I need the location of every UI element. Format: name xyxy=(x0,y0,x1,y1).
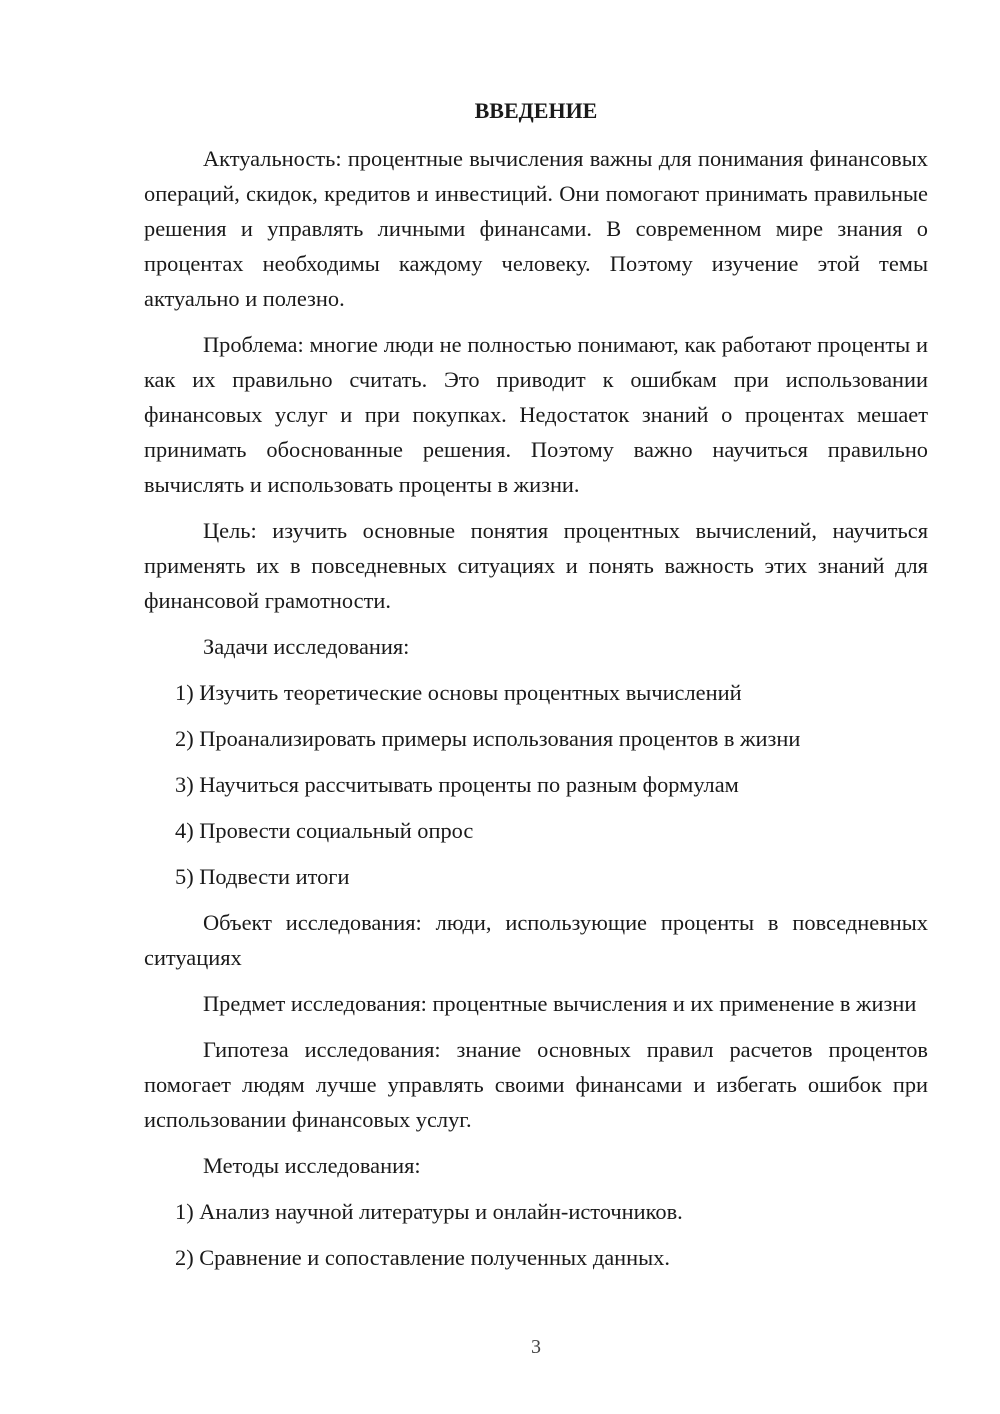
page-title: ВВЕДЕНИЕ xyxy=(474,98,598,123)
list-item: 1) Изучить теоретические основы процентных вычислений xyxy=(175,680,742,705)
tasks-list xyxy=(144,675,928,894)
tasks-heading: Задачи исследования: xyxy=(203,634,410,659)
problem-paragraph: Проблема: многие люди не полностью понимают, как работают проценты и как их правильно считать. Это приводит к ошибкам при использовании финансовых услуг и при покупках. Недостаток знаний о процентах мешает принимать обоснованные решения. Поэтому важно научиться правильно вычислять и использовать проценты в жизни. xyxy=(144,332,928,497)
document-page xyxy=(144,0,928,1414)
page-number: 3 xyxy=(531,1336,541,1358)
goal-paragraph: Цель: изучить основные понятия процентных вычислений, научиться применять их в повседневных ситуациях и понять важность этих знаний для финансовой грамотности. xyxy=(144,518,928,613)
list-item: 4) Провести социальный опрос xyxy=(175,818,474,843)
methods-heading: Методы исследования: xyxy=(203,1153,421,1178)
list-item: 5) Подвести итоги xyxy=(175,864,350,889)
list-item: 3) Научиться рассчитывать проценты по разным формулам xyxy=(175,772,739,797)
list-item: 1) Анализ научной литературы и онлайн-источников. xyxy=(175,1199,683,1224)
methods-list xyxy=(144,1194,928,1275)
relevance-paragraph: Актуальность: процентные вычисления важны для понимания финансовых операций, скидок, кредитов и инвестиций. Они помогают принимать правильные решения и управлять личными финансами. В современном мире знания о процентах необходимы каждому человеку. Поэтому изучение этой темы актуально и полезно. xyxy=(144,146,928,311)
object-paragraph: Объект исследования: люди, использующие проценты в повседневных ситуациях xyxy=(144,910,928,970)
list-item: 2) Проанализировать примеры использования процентов в жизни xyxy=(175,726,801,751)
list-item: 2) Сравнение и сопоставление полученных данных. xyxy=(175,1245,670,1270)
subject-paragraph: Предмет исследования: процентные вычисления и их применение в жизни xyxy=(203,991,917,1016)
hypothesis-paragraph: Гипотеза исследования: знание основных правил расчетов процентов помогает людям лучше управлять своими финансами и избегать ошибок при использовании финансовых услуг. xyxy=(144,1037,928,1132)
document-body xyxy=(144,141,928,1286)
